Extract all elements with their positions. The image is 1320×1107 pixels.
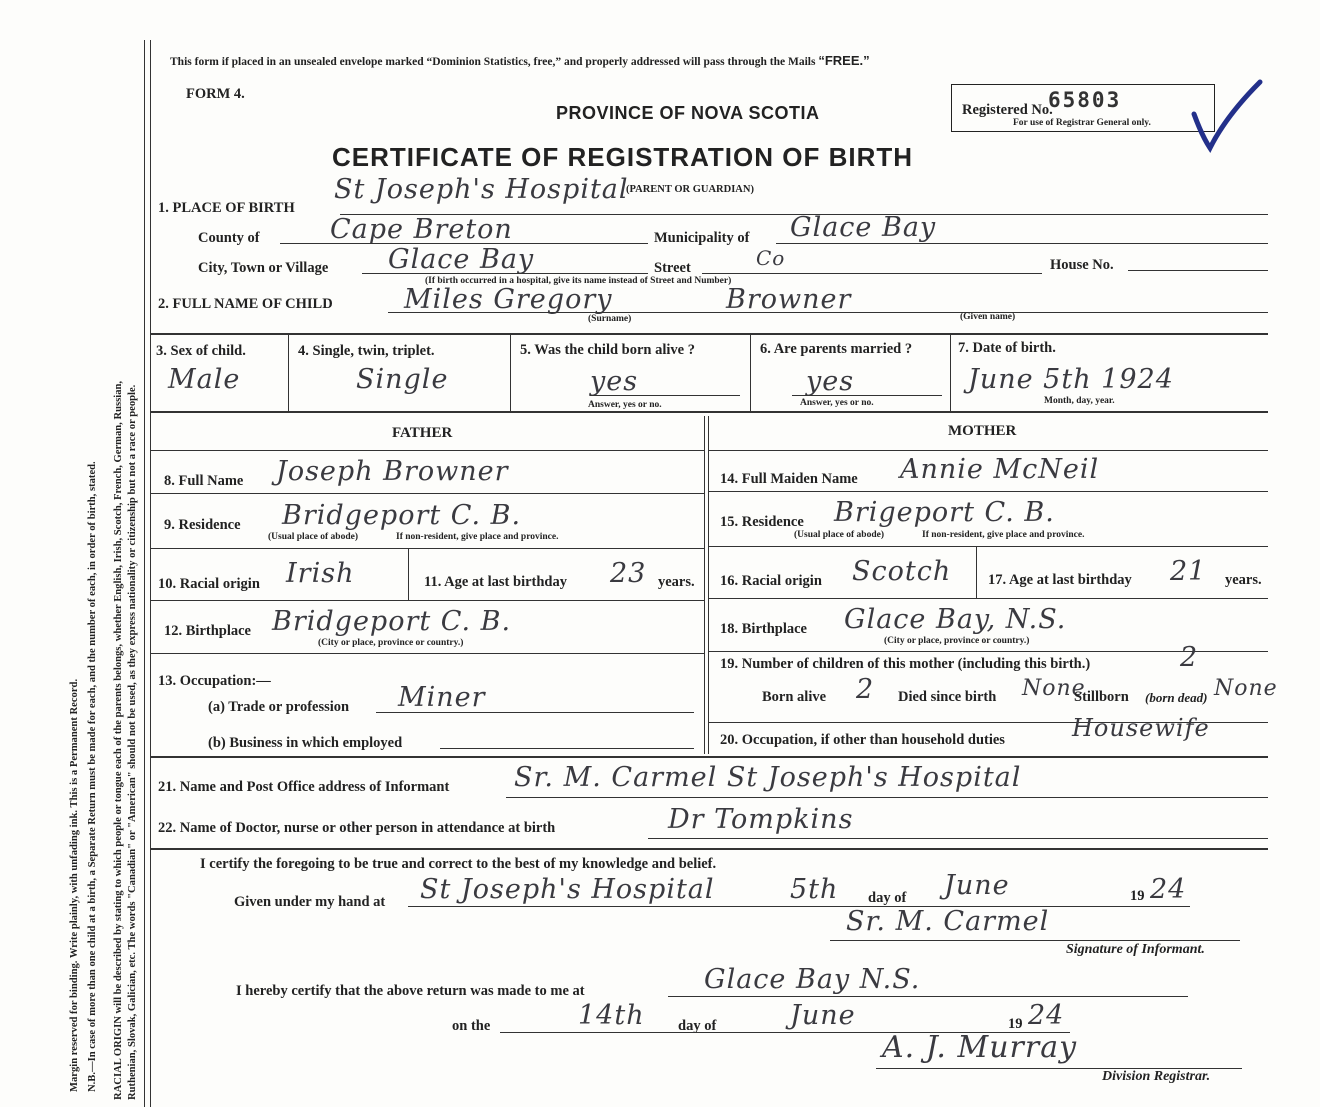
margin-border-inner bbox=[150, 40, 151, 1107]
label-born-alive-count: Born alive bbox=[762, 689, 827, 705]
label-date-of-birth: 7. Date of birth. bbox=[958, 340, 1056, 356]
registered-label: Registered No. bbox=[962, 102, 1053, 118]
value-father-birthplace: Bridgeport C. B. bbox=[272, 606, 512, 637]
nonres-note-father: If non-resident, give place and province. bbox=[396, 532, 559, 542]
city-prov-note-father: (City or place, province or country.) bbox=[318, 638, 464, 648]
value-father-residence: Bridgeport C. B. bbox=[282, 500, 522, 531]
label-day-of-1: day of bbox=[868, 890, 907, 906]
label-on-the: on the bbox=[452, 1018, 491, 1034]
label-hereby-certify: I hereby certify that the above return was made to me at bbox=[236, 983, 585, 999]
label-given-hand: Given under my hand at bbox=[234, 894, 386, 910]
province-title: PROVINCE OF NOVA SCOTIA bbox=[556, 103, 820, 123]
value-municipality: Glace Bay bbox=[790, 212, 937, 243]
label-county: County of bbox=[198, 230, 260, 246]
value-dob: June 5th 1924 bbox=[968, 364, 1174, 395]
label-signature-informant: Signature of Informant. bbox=[1066, 942, 1205, 957]
value-father-name: Joseph Browner bbox=[276, 456, 509, 487]
value-stillborn: None bbox=[1214, 676, 1278, 701]
label-mother-racial: 16. Racial origin bbox=[720, 573, 822, 589]
certificate-title: CERTIFICATE OF REGISTRATION OF BIRTH bbox=[332, 142, 914, 172]
label-city: City, Town or Village bbox=[198, 260, 329, 276]
label-mother-age: 17. Age at last birthday bbox=[988, 572, 1132, 588]
registered-number: 65803 bbox=[1048, 88, 1122, 112]
informant-signature: Sr. M. Carmel bbox=[846, 906, 1050, 937]
mdy-note: Month, day, year. bbox=[1044, 396, 1115, 406]
label-stillborn: Stillborn bbox=[1074, 689, 1129, 705]
value-father-racial: Irish bbox=[286, 558, 355, 589]
label-children-count: 19. Number of children of this mother (including this birth.) bbox=[720, 656, 1091, 672]
label-born-alive: 5. Was the child born alive ? bbox=[520, 342, 695, 358]
label-father-birthplace: 12. Birthplace bbox=[164, 623, 251, 639]
label-mother-maiden: 14. Full Maiden Name bbox=[720, 471, 858, 487]
label-informant: 21. Name and Post Office address of Informant bbox=[158, 779, 450, 795]
label-father-age: 11. Age at last birthday bbox=[424, 574, 567, 590]
value-given-day: 5th bbox=[790, 874, 839, 905]
value-child-given: Browner bbox=[726, 284, 852, 315]
value-children-count: 2 bbox=[1180, 642, 1199, 673]
registrar-note: For use of Registrar General only. bbox=[1013, 118, 1151, 128]
value-mother-racial: Scotch bbox=[852, 556, 952, 587]
mail-note: This form if placed in an unsealed envelope marked “Dominion Statistics, free,” and properly addressed will pass through the Mails “FREE.” bbox=[170, 53, 870, 68]
margin-note-4: Ruthenian, Slovak, Galician, etc. The words "Canadian" or "American" should not be used, as they express nationality or citizenship but not a race or people. bbox=[127, 384, 138, 1100]
label-single-twin: 4. Single, twin, triplet. bbox=[298, 343, 435, 359]
label-born-dead: (born dead) bbox=[1145, 690, 1208, 705]
value-reg-month: June bbox=[790, 1000, 856, 1031]
label-mother-residence: 15. Residence bbox=[720, 514, 804, 530]
label-parents-married: 6. Are parents married ? bbox=[760, 341, 913, 357]
label-father-years: years. bbox=[658, 574, 695, 590]
margin-note-2: N.B.—In case of more than one child at a birth, a Separate Return must be made for each, and the number of each, in order of birth, stated. bbox=[87, 461, 98, 1092]
margin-border bbox=[144, 40, 145, 1107]
value-sex: Male bbox=[168, 364, 241, 395]
label-father-racial: 10. Racial origin bbox=[158, 576, 260, 592]
value-informant: Sr. M. Carmel St Joseph's Hospital bbox=[514, 762, 1022, 793]
abode-note-father: (Usual place of abode) bbox=[268, 532, 358, 542]
value-city: Glace Bay bbox=[388, 244, 535, 275]
answer-note-5: Answer, yes or no. bbox=[588, 400, 662, 410]
value-given-year: 24 bbox=[1150, 874, 1187, 905]
abode-note-mother: (Usual place of abode) bbox=[794, 530, 884, 540]
answer-note-6: Answer, yes or no. bbox=[800, 398, 874, 408]
label-house-no: House No. bbox=[1050, 257, 1114, 273]
label-given-name: (Given name) bbox=[960, 312, 1016, 322]
label-street: Street bbox=[654, 260, 691, 276]
label-mother-occupation: 20. Occupation, if other than household duties bbox=[720, 732, 1005, 748]
value-county: Cape Breton bbox=[330, 214, 513, 245]
label-father-residence: 9. Residence bbox=[164, 517, 241, 533]
value-reg-day: 14th bbox=[578, 1000, 645, 1031]
value-doctor: Dr Tompkins bbox=[668, 804, 854, 835]
value-mother-age: 21 bbox=[1170, 556, 1207, 587]
label-municipality: Municipality of bbox=[654, 230, 750, 246]
heading-mother: MOTHER bbox=[948, 423, 1017, 439]
label-division-registrar: Division Registrar. bbox=[1102, 1069, 1211, 1084]
city-prov-note-mother: (City or place, province or country.) bbox=[884, 636, 1030, 646]
value-mother-maiden: Annie McNeil bbox=[900, 454, 1100, 485]
label-year-prefix-2: 19 bbox=[1008, 1016, 1023, 1032]
heading-father: FATHER bbox=[392, 425, 453, 441]
value-mother-birthplace: Glace Bay, N.S. bbox=[844, 604, 1067, 635]
label-place-of-birth: 1. PLACE OF BIRTH bbox=[158, 200, 295, 216]
value-father-trade: Miner bbox=[398, 682, 486, 713]
registrar-signature: A. J. Murray bbox=[882, 1030, 1078, 1065]
label-father-name: 8. Full Name bbox=[164, 473, 244, 489]
value-street: Co bbox=[756, 246, 786, 270]
value-returned-at: Glace Bay N.S. bbox=[704, 964, 921, 995]
label-doctor: 22. Name of Doctor, nurse or other person in attendance at birth bbox=[158, 820, 556, 836]
label-year-prefix-1: 19 bbox=[1130, 888, 1145, 904]
hospital-note: (If birth occurred in a hospital, give its name instead of Street and Number) bbox=[425, 276, 732, 286]
checkmark-icon bbox=[1188, 76, 1268, 156]
label-occupation: 13. Occupation:— bbox=[158, 673, 271, 689]
label-surname: (Surname) bbox=[588, 314, 632, 324]
label-trade: (a) Trade or profession bbox=[208, 699, 350, 715]
label-full-name-child: 2. FULL NAME OF CHILD bbox=[158, 296, 333, 312]
label-died-since-birth: Died since birth bbox=[898, 689, 997, 705]
label-sex: 3. Sex of child. bbox=[156, 343, 246, 359]
value-reg-year: 24 bbox=[1028, 1000, 1065, 1031]
nonres-note-mother: If non-resident, give place and province. bbox=[922, 530, 1085, 540]
label-parent-guardian: (PARENT OR GUARDIAN) bbox=[626, 184, 754, 195]
value-mother-residence: Brigeport C. B. bbox=[834, 497, 1055, 528]
value-child-surname: Miles Gregory bbox=[404, 284, 613, 315]
value-given-month: June bbox=[944, 870, 1010, 901]
value-father-age: 23 bbox=[610, 558, 647, 589]
label-mother-birthplace: 18. Birthplace bbox=[720, 621, 807, 637]
value-mother-occupation: Housewife bbox=[1072, 714, 1210, 742]
margin-note-3: RACIAL ORIGIN will be described by stating to which people or tongue each of the parents belongs, whether English, Irish, Scotch, French, German, Russian, bbox=[113, 380, 124, 1100]
certify-statement: I certify the foregoing to be true and correct to the best of my knowledge and belief. bbox=[200, 856, 717, 872]
label-mother-years: years. bbox=[1225, 572, 1262, 588]
label-day-of-2: day of bbox=[678, 1018, 717, 1034]
margin-note-1: Margin reserved for binding. Write plainly, with unfading ink. This is a Permanent Record. bbox=[69, 678, 80, 1092]
form-number: FORM 4. bbox=[186, 86, 245, 102]
value-born-alive: yes bbox=[590, 366, 639, 397]
value-born-alive-count: 2 bbox=[856, 674, 875, 705]
value-married: yes bbox=[806, 366, 855, 397]
value-given-at: St Joseph's Hospital bbox=[420, 874, 715, 905]
value-place-of-birth: St Joseph's Hospital bbox=[334, 174, 629, 205]
value-single: Single bbox=[356, 364, 449, 395]
value-died: None bbox=[1022, 676, 1086, 701]
label-business: (b) Business in which employed bbox=[208, 735, 403, 751]
